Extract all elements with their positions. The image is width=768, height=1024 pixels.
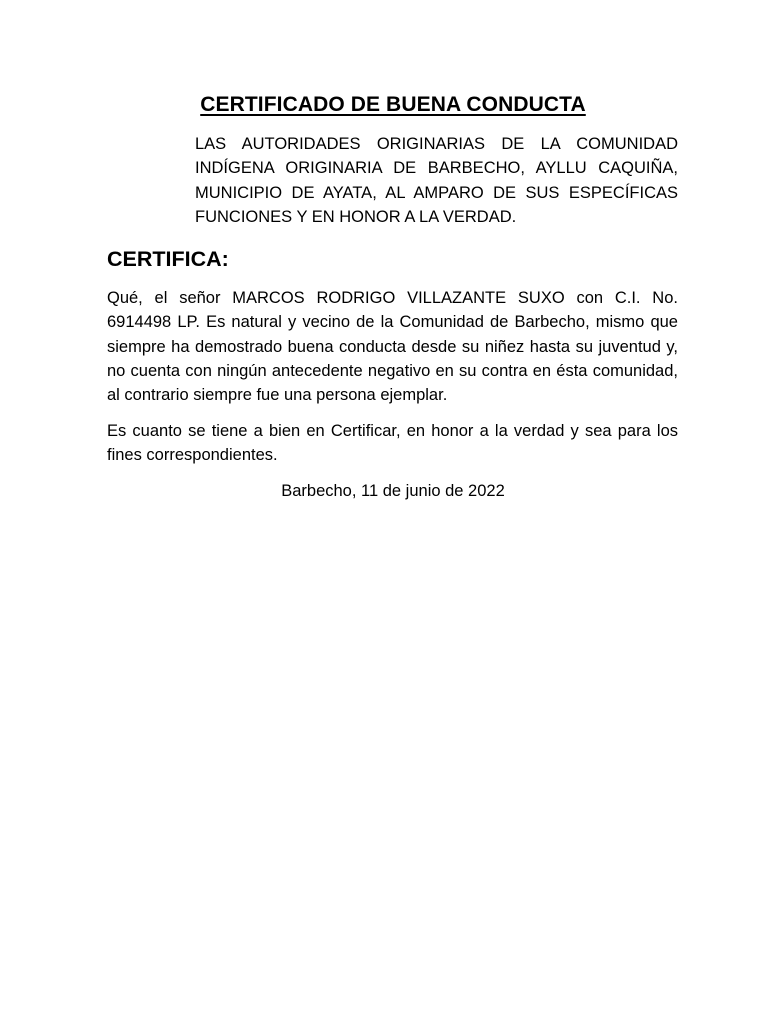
closing-paragraph: Es cuanto se tiene a bien en Certificar, en honor a la verdad y sea para los fines correspondientes.	[107, 422, 678, 465]
certifica-heading: CERTIFICA:	[107, 247, 229, 271]
authority-statement: LAS AUTORIDADES ORIGINARIAS DE LA COMUNIDAD INDÍGENA ORIGINARIA DE BARBECHO, AYLLU CAQUIÑA, MUNICIPIO DE AYATA, AL AMPARO DE SUS ESPECÍFICAS FUNCIONES Y EN HONOR A LA VERDAD.	[195, 135, 678, 226]
certification-paragraph: Qué, el señor MARCOS RODRIGO VILLAZANTE SUXO con C.I. No. 6914498 LP. Es natural y vecino de la Comunidad de Barbecho, mismo que siempre ha demostrado buena conducta desde su niñez hasta su juventud y, no cuenta con ningún antecedente negativo en su contra en ésta comunidad, al contrario siempre fue una persona ejemplar.	[107, 289, 678, 405]
place-and-date: Barbecho, 11 de junio de 2022	[281, 482, 505, 500]
document-title: CERTIFICADO DE BUENA CONDUCTA	[200, 93, 586, 116]
